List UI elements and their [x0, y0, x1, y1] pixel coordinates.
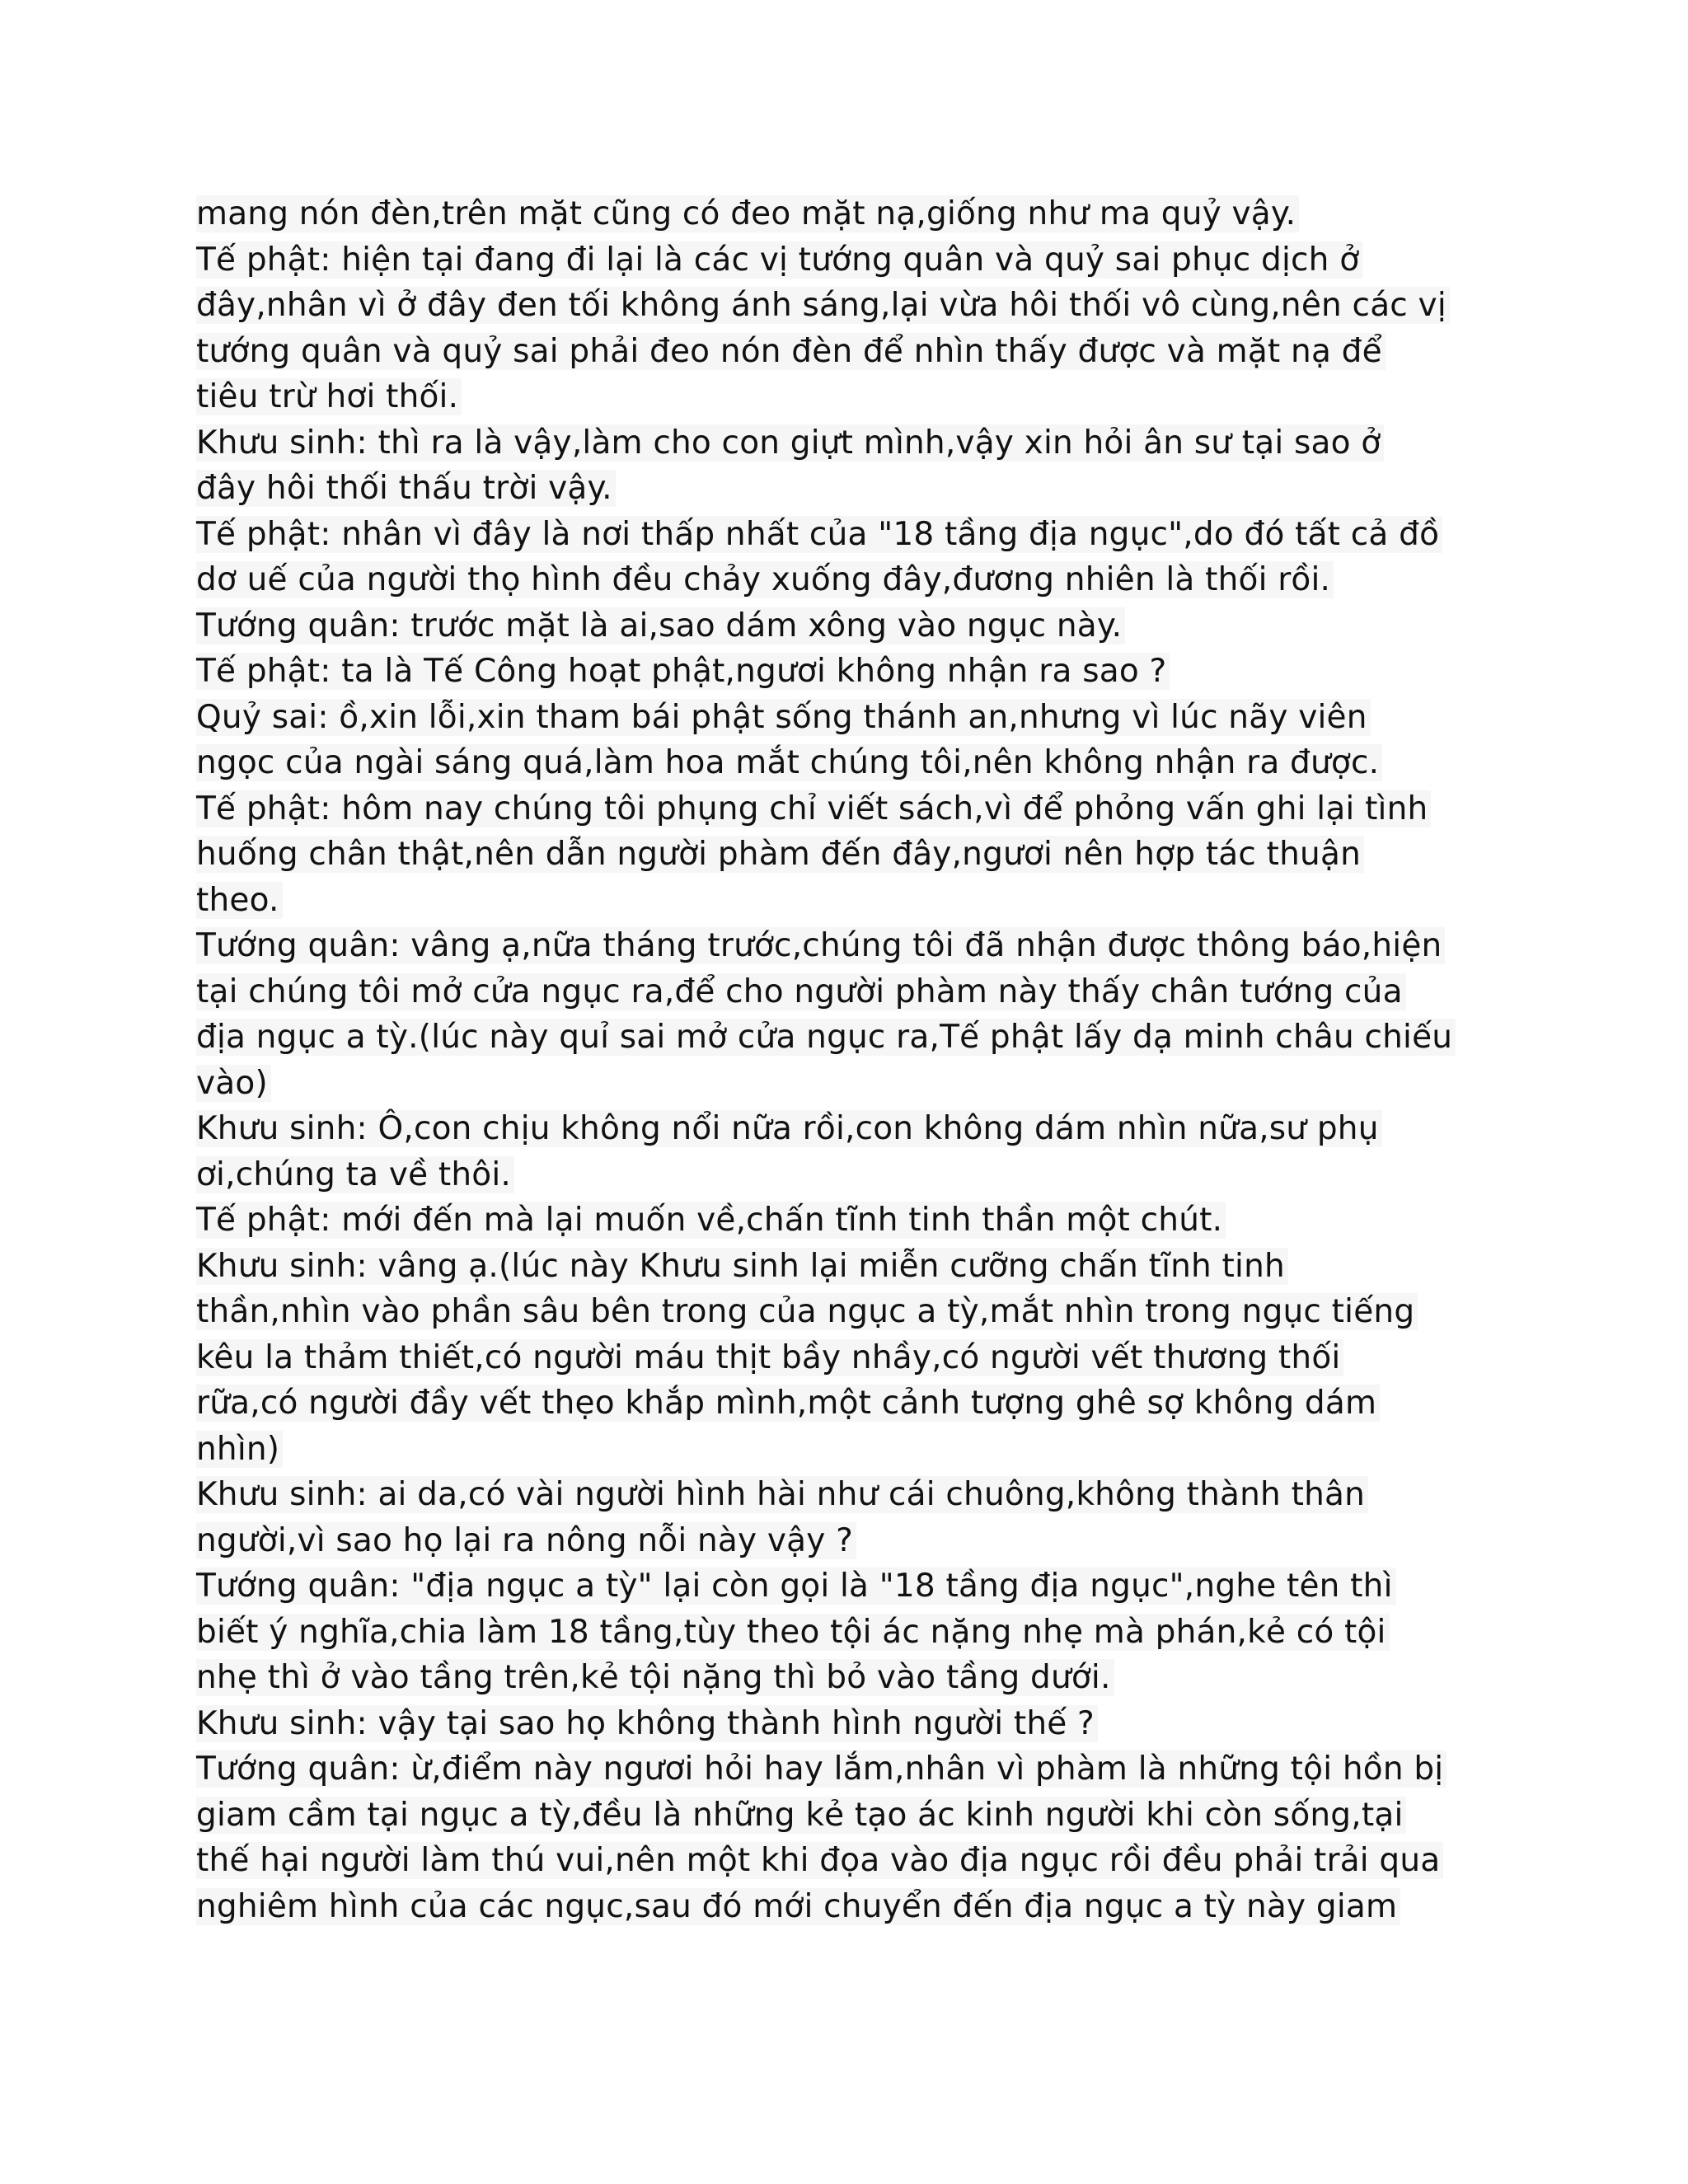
text-line: dơ uế của người thọ hình đều chảy xuống đây,đương nhiên là thối rồi.: [196, 557, 1531, 603]
document-body-text: [196, 191, 1531, 1929]
text-line: huống chân thật,nên dẫn người phàm đến đây,ngươi nên hợp tác thuận: [196, 832, 1531, 878]
text-line: nghiêm hình của các ngục,sau đó mới chuyển đến địa ngục a tỳ này giam: [196, 1884, 1531, 1930]
text-line: Tướng quân: "địa ngục a tỳ" lại còn gọi là "18 tầng địa ngục",nghe tên thì: [196, 1563, 1531, 1610]
text-line: vào): [196, 1061, 1531, 1107]
text-line: ơi,chúng ta về thôi.: [196, 1152, 1531, 1198]
text-line: Tướng quân: vâng ạ,nữa tháng trước,chúng tôi đã nhận được thông báo,hiện: [196, 923, 1531, 969]
text-line: ngọc của ngài sáng quá,làm hoa mắt chúng tôi,nên không nhận ra được.: [196, 740, 1531, 786]
text-line: Tế phật: hiện tại đang đi lại là các vị tướng quân và quỷ sai phục dịch ở: [196, 237, 1531, 284]
text-line: Khưu sinh: ai da,có vài người hình hài như cái chuông,không thành thân: [196, 1472, 1531, 1518]
text-line: địa ngục a tỳ.(lúc này quỉ sai mở cửa ngục ra,Tế phật lấy dạ minh châu chiếu: [196, 1015, 1531, 1061]
text-line: Tế phật: hôm nay chúng tôi phụng chỉ viết sách,vì để phỏng vấn ghi lại tình: [196, 786, 1531, 832]
text-line: nhẹ thì ở vào tầng trên,kẻ tội nặng thì bỏ vào tầng dưới.: [196, 1655, 1531, 1701]
text-line: Tế phật: nhân vì đây là nơi thấp nhất của "18 tầng địa ngục",do đó tất cả đồ: [196, 512, 1531, 558]
text-line: mang nón đèn,trên mặt cũng có đeo mặt nạ,giống như ma quỷ vậy.: [196, 191, 1531, 237]
text-line: tại chúng tôi mở cửa ngục ra,để cho người phàm này thấy chân tướng của: [196, 969, 1531, 1015]
text-line: Tế phật: mới đến mà lại muốn về,chấn tĩnh tinh thần một chút.: [196, 1197, 1531, 1244]
text-line: Tướng quân: trước mặt là ai,sao dám xông vào ngục này.: [196, 603, 1531, 649]
text-line: thần,nhìn vào phần sâu bên trong của ngục a tỳ,mắt nhìn trong ngục tiếng: [196, 1289, 1531, 1335]
text-line: tiêu trừ hơi thối.: [196, 374, 1531, 420]
text-line: Khưu sinh: vâng ạ.(lúc này Khưu sinh lại miễn cưỡng chấn tĩnh tinh: [196, 1244, 1531, 1290]
text-line: đây hôi thối thấu trời vậy.: [196, 466, 1531, 512]
text-line: Quỷ sai: ồ,xin lỗi,xin tham bái phật sống thánh an,nhưng vì lúc nãy viên: [196, 695, 1531, 741]
text-line: giam cầm tại ngục a tỳ,đều là những kẻ tạo ác kinh người khi còn sống,tại: [196, 1793, 1531, 1839]
text-line: Tướng quân: ừ,điểm này ngươi hỏi hay lắm,nhân vì phàm là những tội hồn bị: [196, 1746, 1531, 1793]
text-line: Khưu sinh: thì ra là vậy,làm cho con giựt mình,vậy xin hỏi ân sư tại sao ở: [196, 420, 1531, 466]
text-line: người,vì sao họ lại ra nông nỗi này vậy ?: [196, 1518, 1531, 1564]
text-line: nhìn): [196, 1427, 1531, 1473]
text-line: kêu la thảm thiết,có người máu thịt bầy nhầy,có người vết thương thối: [196, 1335, 1531, 1381]
text-line: rữa,có người đầy vết thẹo khắp mình,một cảnh tượng ghê sợ không dám: [196, 1380, 1531, 1427]
text-line: đây,nhân vì ở đây đen tối không ánh sáng,lại vừa hôi thối vô cùng,nên các vị: [196, 283, 1531, 329]
text-line: Khưu sinh: Ô,con chịu không nổi nữa rồi,con không dám nhìn nữa,sư phụ: [196, 1106, 1531, 1152]
text-line: Khưu sinh: vậy tại sao họ không thành hình người thế ?: [196, 1701, 1531, 1747]
text-line: biết ý nghĩa,chia làm 18 tầng,tùy theo tội ác nặng nhẹ mà phán,kẻ có tội: [196, 1610, 1531, 1656]
text-line: tướng quân và quỷ sai phải đeo nón đèn để nhìn thấy được và mặt nạ để: [196, 329, 1531, 375]
text-line: thế hại người làm thú vui,nên một khi đọa vào địa ngục rồi đều phải trải qua: [196, 1838, 1531, 1884]
text-line: Tế phật: ta là Tế Công hoạt phật,ngươi không nhận ra sao ?: [196, 649, 1531, 695]
text-line: theo.: [196, 878, 1531, 924]
